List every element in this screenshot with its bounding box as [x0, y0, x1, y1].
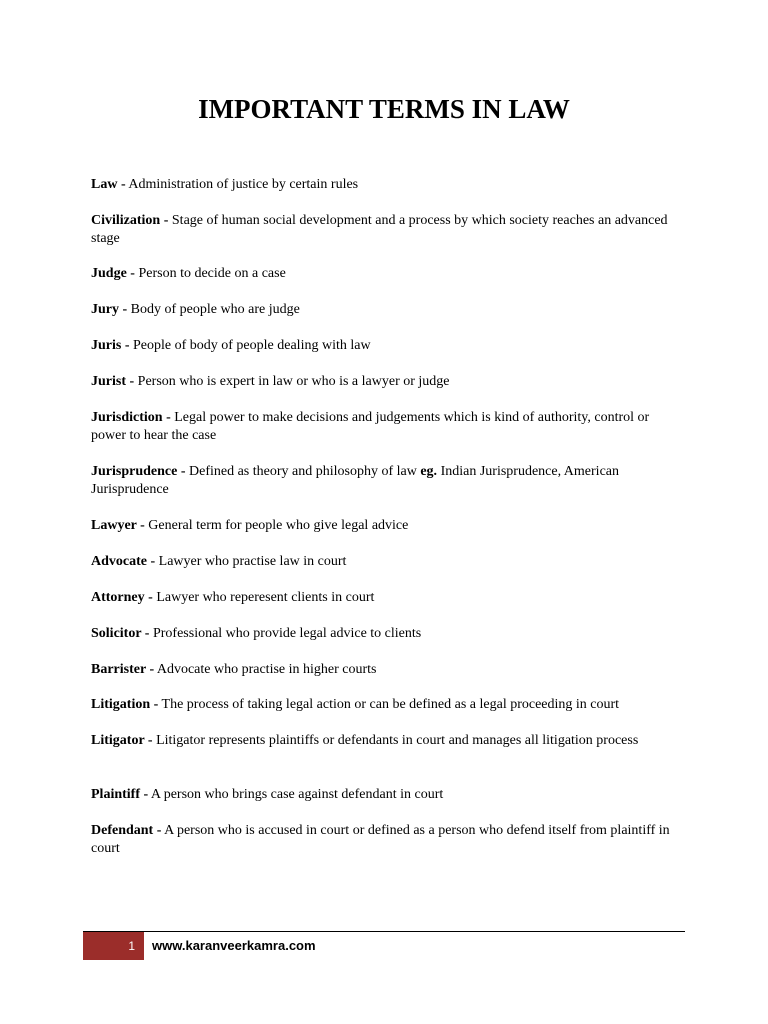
- term-definition: Administration of justice by certain rules: [125, 177, 359, 192]
- term-litigator: [91, 732, 683, 750]
- term-definition: People of body of people dealing with law: [129, 338, 371, 353]
- term-definition: Body of people who are judge: [127, 302, 300, 317]
- term-definition: The process of taking legal action or can be defined as a legal proceeding in court: [158, 697, 620, 712]
- page-title: IMPORTANT TERMS IN LAW: [198, 94, 570, 124]
- term-juris: [91, 337, 683, 355]
- term-solicitor: [91, 625, 683, 643]
- term-lawyer: [91, 517, 683, 535]
- term-definition: General term for people who give legal advice: [144, 518, 409, 533]
- term-name: Attorney -: [91, 590, 153, 605]
- example-label: eg.: [420, 464, 438, 479]
- term-defendant: [91, 822, 683, 858]
- term-name: Jury -: [91, 302, 128, 317]
- term-definition: Lawyer who reperesent clients in court: [152, 590, 375, 605]
- term-name: Advocate -: [91, 554, 156, 569]
- term-name: Juris -: [91, 338, 130, 353]
- term-plaintiff: [91, 786, 683, 804]
- term-name: Judge -: [91, 266, 135, 281]
- term-advocate: [91, 553, 683, 571]
- term-definition: Litigator represents plaintiffs or defendants in court and manages all litigation process: [152, 733, 639, 748]
- term-name: Barrister -: [91, 662, 155, 677]
- term-name: Lawyer -: [91, 518, 145, 533]
- term-name: Defendant -: [91, 823, 162, 838]
- term-jurist: [91, 373, 683, 391]
- term-name: Litigation -: [91, 697, 159, 712]
- term-law: [91, 176, 683, 194]
- term-definition: Advocate who practise in higher courts: [154, 662, 377, 677]
- term-definition: A person who is accused in court or defined as a person who defend itself from plaintiff in court: [91, 823, 670, 856]
- term-definition: Person to decide on a case: [134, 266, 286, 281]
- term-definition: Legal power to make decisions and judgements which is kind of authority, control or power to hear the case: [91, 410, 650, 443]
- term-name: Solicitor -: [91, 626, 150, 641]
- term-name: Jurist -: [91, 374, 135, 389]
- term-definition: Person who is expert in law or who is a lawyer or judge: [134, 374, 450, 389]
- term-judge: [91, 265, 683, 283]
- term-definition: Stage of human social development and a process by which society reaches an advanced stage: [91, 213, 668, 246]
- term-name: Litigator -: [91, 733, 153, 748]
- term-name: Jurisprudence -: [91, 464, 186, 479]
- term-attorney: [91, 589, 683, 607]
- term-definition: Defined as theory and philosophy of law: [185, 464, 421, 479]
- page-number-badge: 1: [83, 932, 144, 960]
- term-example: Indian Jurisprudence, American Jurisprudence: [91, 464, 620, 497]
- term-name: Civilization -: [91, 213, 169, 228]
- footer-divider: [83, 931, 685, 932]
- term-jurisprudence: [91, 463, 683, 499]
- term-jury: [91, 301, 683, 319]
- term-jurisdiction: [91, 409, 683, 445]
- term-definition: Professional who provide legal advice to clients: [149, 626, 422, 641]
- term-definition: Lawyer who practise law in court: [155, 554, 347, 569]
- term-barrister: [91, 661, 683, 679]
- term-definition: A person who brings case against defendant in court: [148, 787, 444, 802]
- term-name: Plaintiff -: [91, 787, 149, 802]
- footer-website-link[interactable]: www.karanveerkamra.com: [152, 938, 316, 953]
- term-litigation: [91, 696, 683, 714]
- term-name: Law -: [91, 177, 126, 192]
- term-civilization: [91, 212, 683, 248]
- term-name: Jurisdiction -: [91, 410, 171, 425]
